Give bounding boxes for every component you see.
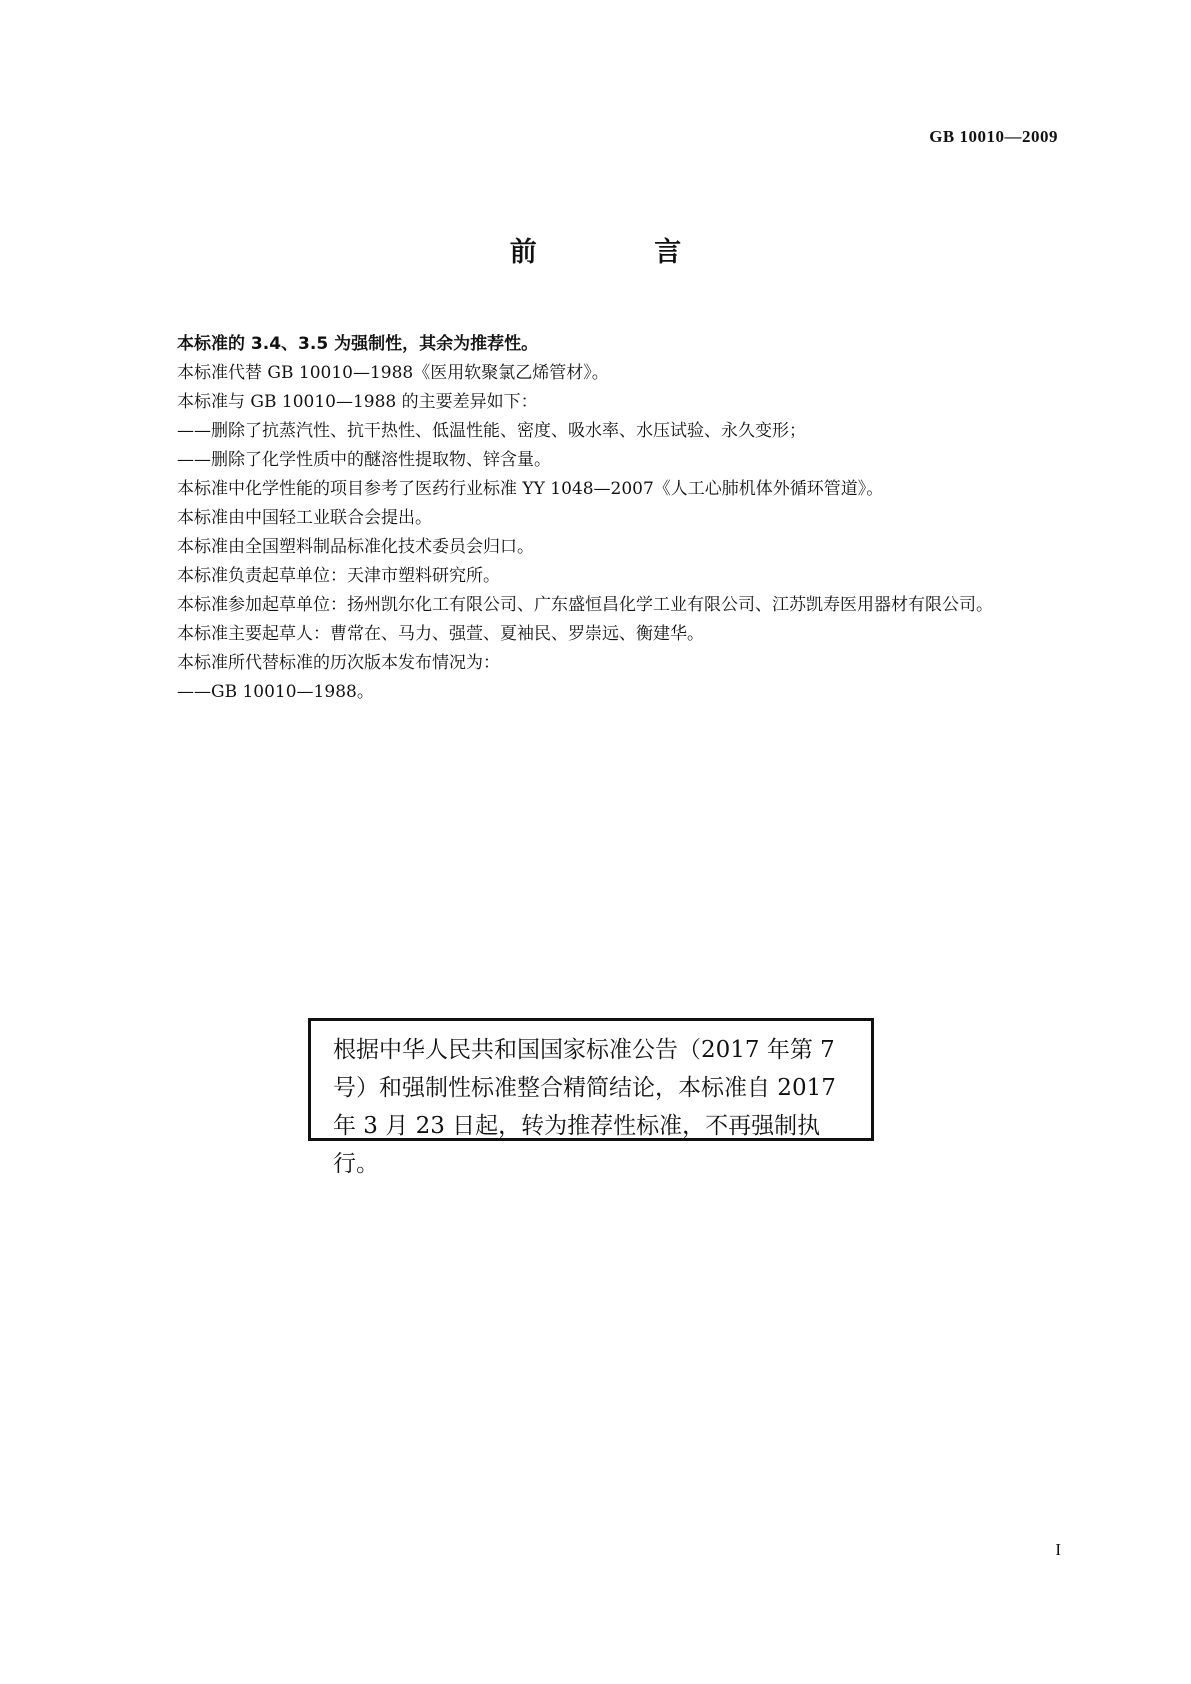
difference-item: ——删除了抗蒸汽性、抗干热性、低温性能、密度、吸水率、水压试验、永久变形；	[177, 421, 806, 441]
page-title: 前 言	[509, 237, 736, 268]
paragraph-main-drafters: 本标准主要起草人：曹常在、马力、强萱、夏袖民、罗崇远、衡建华。	[177, 624, 704, 644]
paragraph-differences-intro: 本标准与 GB 10010—1988 的主要差异如下：	[177, 392, 538, 412]
standard-code: GB 10010—2009	[929, 127, 1058, 146]
difference-item: ——删除了化学性质中的醚溶性提取物、锌含量。	[177, 450, 551, 470]
paragraph-reference: 本标准中化学性能的项目参考了医药行业标准 YY 1048—2007《人工心肺机体外循环管道》。	[177, 479, 884, 499]
page-number: I	[1055, 1540, 1061, 1559]
paragraph-participating-units: 本标准参加起草单位：扬州凯尔化工有限公司、广东盛恒昌化学工业有限公司、江苏凯寿医用器材有限公司。	[177, 595, 993, 615]
paragraph-previous-editions: 本标准所代替标准的历次版本发布情况为：	[177, 653, 500, 673]
foreword-body	[133, 330, 1063, 707]
paragraph-centralized-by: 本标准由全国塑料制品标准化技术委员会归口。	[177, 537, 534, 557]
paragraph-proposed-by: 本标准由中国轻工业联合会提出。	[177, 508, 432, 528]
mandatory-clause-statement: 本标准的 3.4、3.5 为强制性，其余为推荐性。	[177, 334, 539, 354]
previous-edition-item: ——GB 10010—1988。	[177, 682, 374, 702]
paragraph-drafting-unit: 本标准负责起草单位：天津市塑料研究所。	[177, 566, 500, 586]
status-notice-box: 根据中华人民共和国国家标准公告（2017 年第 7 号）和强制性标准整合精简结论，本标准自 2017 年 3 月 23 日起，转为推荐性标准，不再强制执行。	[308, 1018, 874, 1141]
paragraph-replaces: 本标准代替 GB 10010—1988《医用软聚氯乙烯管材》。	[177, 363, 609, 383]
